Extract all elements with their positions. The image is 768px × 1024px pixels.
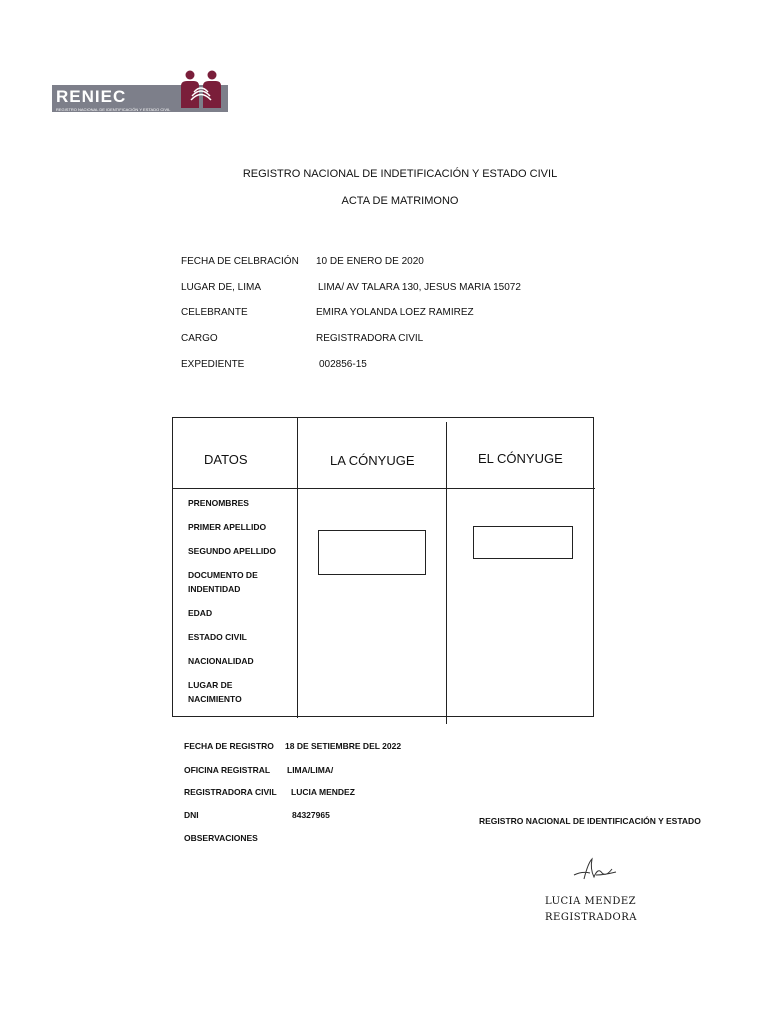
registradora-civil-label: REGISTRADORA CIVIL [184,787,277,797]
celebrante-value: EMIRA YOLANDA LOEZ RAMIREZ [316,307,474,318]
document-subtitle: ACTA DE MATRIMONO [341,195,459,207]
row-segundo-apellido: SEGUNDO APELLIDO [188,546,276,556]
row-primer-apellido: PRIMER APELLIDO [188,522,267,532]
oficina-registral-value: LIMA/LIMA/ [287,765,334,775]
dni-value: 84327965 [292,810,330,820]
row-prenombres: PRENOMBRES [188,498,249,508]
header-datos: DATOS [204,452,248,467]
signature-image [570,855,620,885]
dni-label: DNI [184,810,199,820]
table-divider-2 [446,422,447,724]
row-indentidad: INDENTIDAD [188,584,241,594]
row-estado-civil: ESTADO CIVIL [188,632,247,642]
institution-note: REGISTRO NACIONAL DE IDENTIFICACIÓN Y ESTADO [479,816,701,826]
registradora-civil-value: LUCIA MENDEZ [291,787,355,797]
table-header-divider [173,488,595,489]
table-divider-1 [297,418,298,718]
cargo-value: REGISTRADORA CIVIL [316,333,424,344]
expediente-value: 002856-15 [319,359,367,370]
row-nacionalidad: NACIONALIDAD [188,656,254,666]
expediente-label: EXPEDIENTE [181,359,245,370]
lugar-value: LIMA/ AV TALARA 130, JESUS MARIA 15072 [318,282,521,293]
logo-brand: RENIEC [56,87,127,106]
fecha-celebracion-value: 10 DE ENERO DE 2020 [316,256,424,267]
datos-table [172,417,594,717]
cargo-label: CARGO [181,333,218,344]
signature-name: LUCIA MENDEZ [545,896,637,907]
el-conyuge-data-box [473,526,573,559]
logo-subtitle: REGISTRO NACIONAL DE IDENTIFICACIÓN Y ESTADO CIVIL [56,107,171,112]
document-title: REGISTRO NACIONAL DE INDETIFICACIÓN Y ESTADO CIVIL [242,168,558,180]
signature-role: REGISTRADORA [545,912,638,923]
header-el-conyuge: EL CÓNYUGE [478,451,563,466]
fecha-registro-label: FECHA DE REGISTRO [184,741,274,751]
header-la-conyuge: LA CÓNYUGE [330,453,415,468]
la-conyuge-data-box [318,530,426,575]
reniec-figures-icon [178,70,226,108]
row-edad: EDAD [188,608,213,618]
lugar-label: LUGAR DE, LIMA [181,282,262,293]
reniec-logo [52,70,228,118]
oficina-registral-label: OFICINA REGISTRAL [184,765,271,775]
observaciones-label: OBSERVACIONES [184,833,258,843]
row-lugar-de: LUGAR DE [188,680,233,690]
fecha-registro-value: 18 DE SETIEMBRE DEL 2022 [285,741,402,751]
fecha-celebracion-label: FECHA DE CELBRACIÓN [181,256,299,267]
row-nacimiento: NACIMIENTO [188,694,242,704]
celebrante-label: CELEBRANTE [181,307,248,318]
row-documento-de: DOCUMENTO DE [188,570,258,580]
